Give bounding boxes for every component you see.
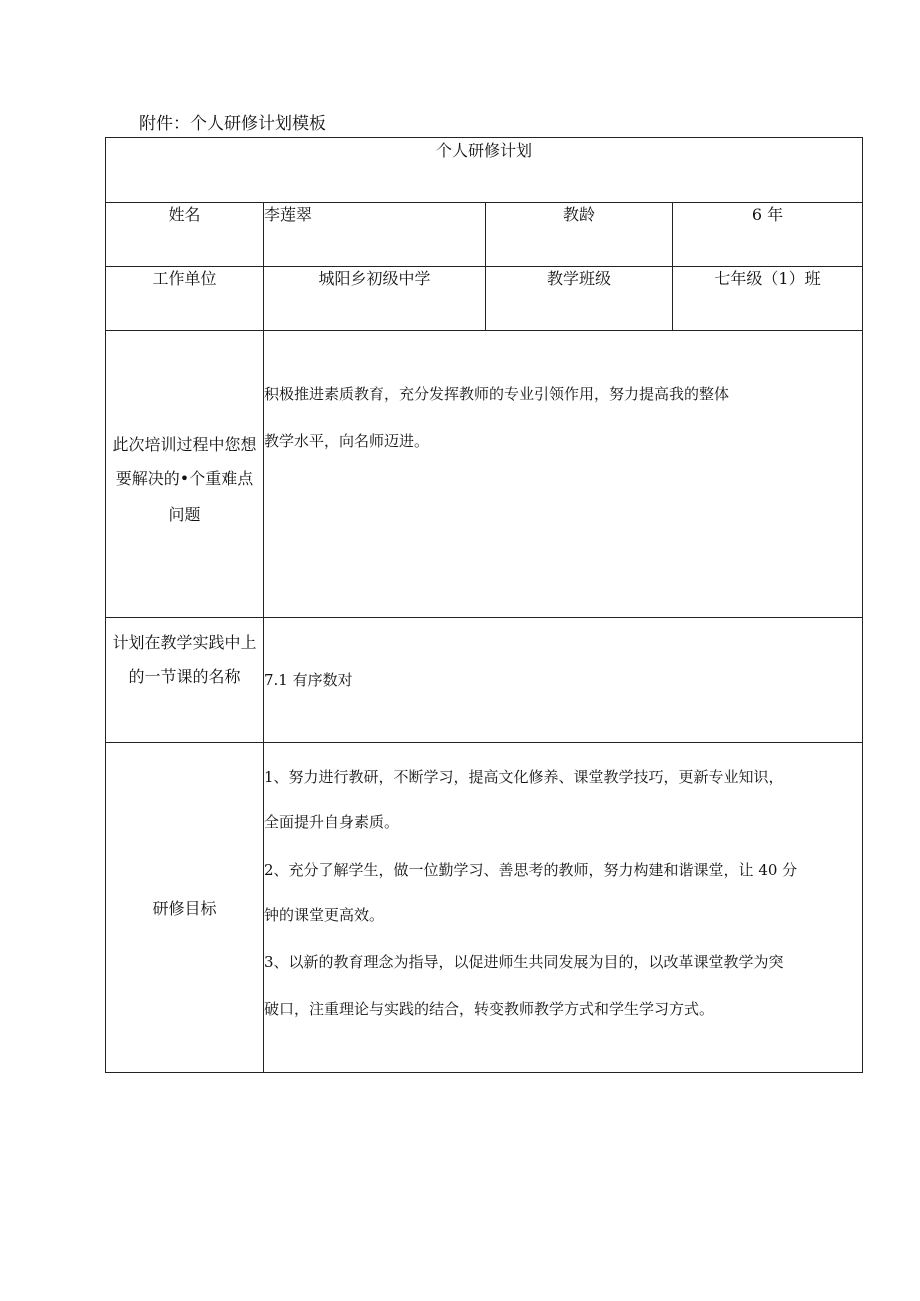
workplace-value: 城阳乡初级中学 [318,269,431,288]
workplace-label: 工作单位 [152,269,217,288]
problem-label-line: 要解决的•个重难点 [115,469,254,488]
problem-text-line: 积极推进素质教育，充分发挥教师的专业引领作用，努力提高我的整体 [264,385,730,403]
teaching-years-value: 6 年 [751,205,784,224]
row-divider-lesson [106,742,862,743]
goal-text-line: 破口，注重理论与实践的结合，转变教师教学方式和学生学习方式。 [264,1000,715,1018]
column-divider-label [263,202,264,1072]
name-value: 李莲翠 [264,205,313,224]
research-plan-table [105,137,863,1073]
problem-label-line: 问题 [168,505,201,524]
goal-text-line: 1、努力进行教研，不断学习，提高文化修养、课堂教学技巧，更新专业知识， [264,768,784,786]
problem-label-line: 此次培训过程中您想 [112,435,257,454]
document-heading: 附件：个人研修计划模板 [139,114,326,134]
form-title: 个人研修计划 [435,141,532,160]
goals-label: 研修目标 [152,899,217,918]
row-divider-title [106,202,862,203]
lesson-label-line: 的一节课的名称 [128,667,241,686]
row-divider-workplace [106,330,862,331]
goal-text-line: 钟的课堂更高效。 [264,906,385,924]
goal-text-line: 2、充分了解学生，做一位勤学习、善思考的教师，努力构建和谐课堂，让 40 分 [264,861,798,879]
lesson-label-line: 计划在教学实践中上 [112,633,257,652]
goal-text-line: 全面提升自身素质。 [264,813,400,831]
problem-text-line: 教学水平，向名师迈进。 [264,432,430,450]
lesson-name: 7.1 有序数对 [264,671,353,689]
goal-text-line: 3、以新的教育理念为指导，以促进师生共同发展为目的，以改革课堂教学为突 [264,953,784,971]
teaching-years-label: 教龄 [562,205,595,224]
class-label: 教学班级 [546,269,611,288]
row-divider-problem [106,617,862,618]
row-divider-name [106,266,862,267]
class-value: 七年级（1）班 [714,269,821,288]
name-label: 姓名 [168,205,201,224]
